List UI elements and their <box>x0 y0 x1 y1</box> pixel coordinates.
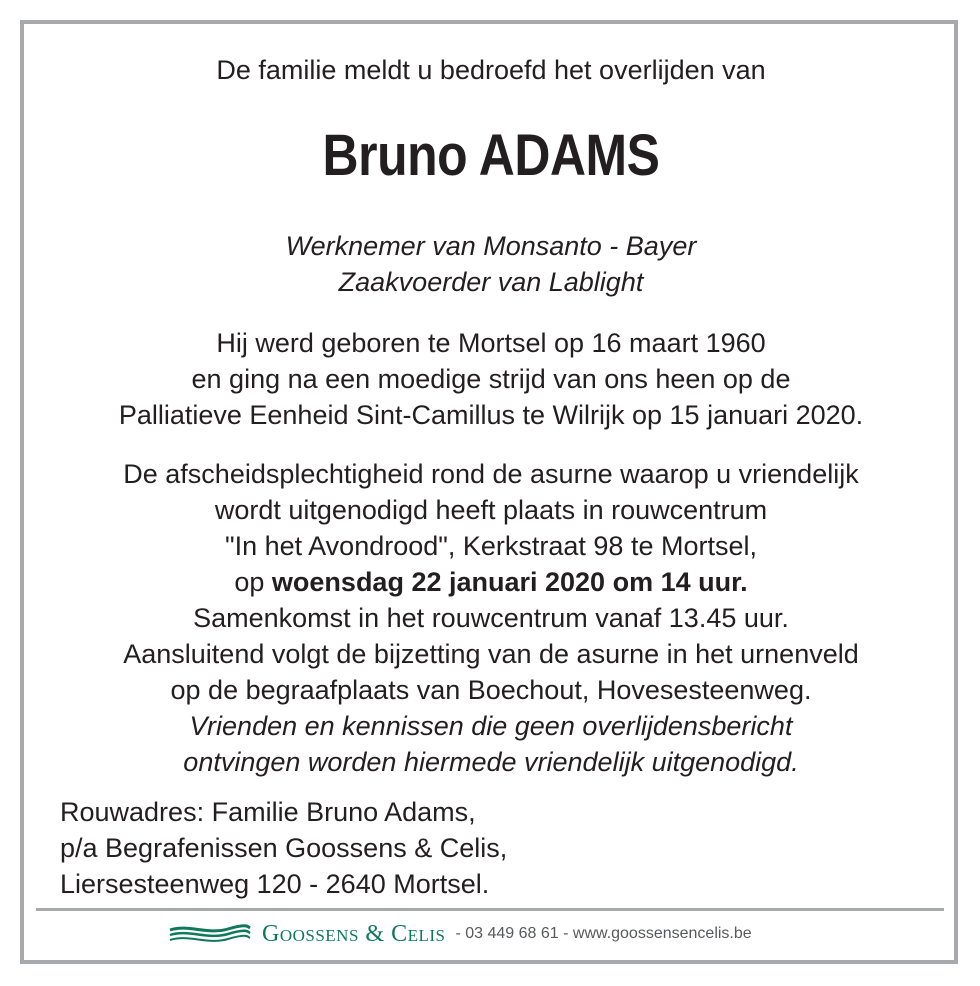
address-line-1: Rouwadres: Familie Bruno Adams, <box>60 797 476 827</box>
funeral-home-footer <box>168 918 752 950</box>
ceremony-line-3: "In het Avondrood", Kerkstraat 98 te Mortsel, <box>225 531 757 561</box>
birth-line-2: en ging na een moedige strijd van ons heen op de <box>191 364 791 394</box>
role-line-1: Werknemer van Monsanto - Bayer <box>285 231 697 261</box>
address-line-3: Liersesteenweg 120 - 2640 Mortsel. <box>60 869 490 899</box>
invitation-line-1: Vrienden en kennissen die geen overlijdensbericht <box>189 711 793 741</box>
ceremony-date-prefix: op <box>234 567 272 597</box>
role-line-2: Zaakvoerder van Lablight <box>338 267 644 297</box>
birth-death-section <box>24 325 958 433</box>
invitation-line-2: ontvingen worden hiermede vriendelijk uitgenodigd. <box>183 747 799 777</box>
ceremony-line-1: De afscheidsplechtigheid rond de asurne waarop u vriendelijk <box>123 459 859 489</box>
ceremony-line-7: op de begraafplaats van Boechout, Hovesesteenweg. <box>170 675 812 705</box>
mourning-address <box>60 794 507 902</box>
birth-line-3: Palliatieve Eenheid Sint-Camillus te Wilrijk op 15 januari 2020. <box>118 400 864 430</box>
address-line-2: p/a Begrafenissen Goossens & Celis, <box>60 833 508 863</box>
ceremony-line-6: Aansluitend volgt de bijzetting van de asurne in het urnenveld <box>123 639 859 669</box>
intro-text <box>24 52 958 88</box>
ceremony-line-2: wordt uitgenodigd heeft plaats in rouwcentrum <box>214 495 768 525</box>
ceremony-date-line <box>24 564 958 600</box>
contact-info: - 03 449 68 61 - www.goossensencelis.be <box>455 925 752 942</box>
deceased-name <box>89 122 892 190</box>
ceremony-date: woensdag 22 januari 2020 om 14 uur. <box>271 567 748 597</box>
intro-line: De familie meldt u bedroefd het overlijden van <box>216 55 766 85</box>
ceremony-section <box>24 456 958 780</box>
brand-name: Goossens & Celis <box>262 920 446 947</box>
name-heading: Bruno ADAMS <box>322 123 660 188</box>
wave-logo-icon <box>168 921 252 947</box>
footer-divider <box>36 908 944 911</box>
ceremony-line-5: Samenkomst in het rouwcentrum vanaf 13.45 uur. <box>193 603 789 633</box>
birth-line-1: Hij werd geboren te Mortsel op 16 maart 1960 <box>216 328 766 358</box>
roles-section <box>24 228 958 300</box>
